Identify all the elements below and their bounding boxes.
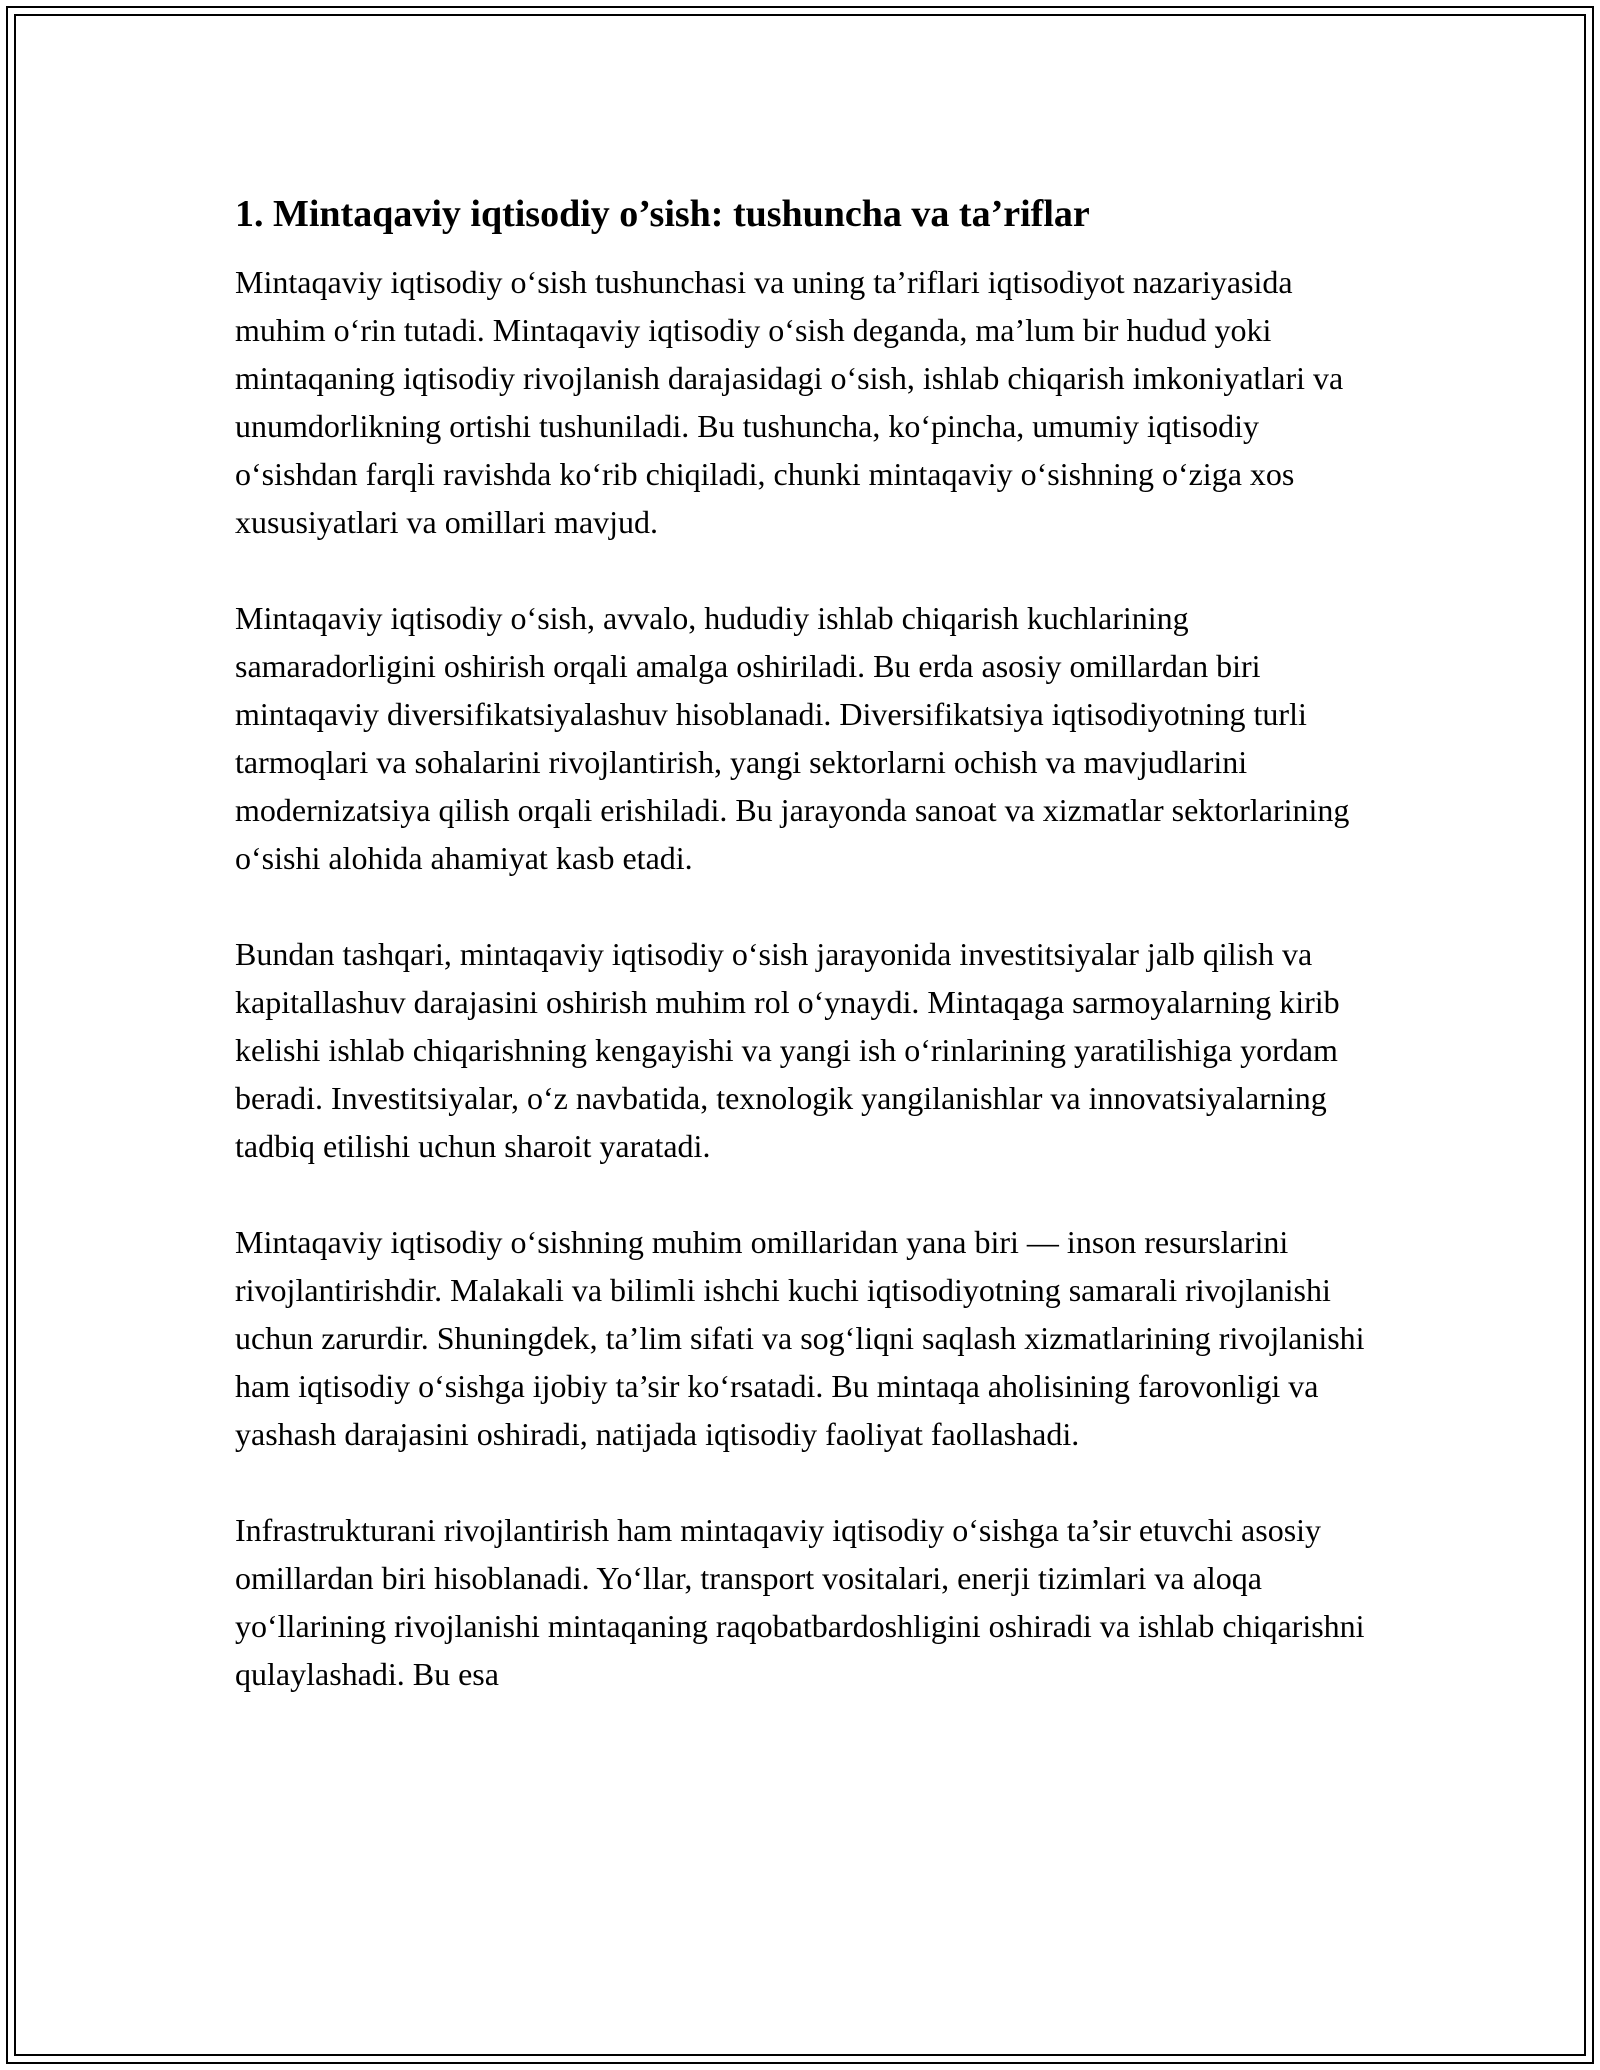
paragraph: Mintaqaviy iqtisodiy o‘sish, avvalo, hududiy ishlab chiqarish kuchlarining samaradorligini oshirish orqali amalga oshiriladi. Bu erda asosiy omillardan biri mintaqaviy diversifikatsiyalashuv hisoblanadi. Diversifikatsiya iqtisodiyotning turli tarmoqlari va sohalarini rivojlantirish, yangi sektorlarni ochish va mavjudlarini modernizatsiya qilish orqali erishiladi. Bu jarayonda sanoat va xizmatlar sektorlarining o‘sishi alohida ahamiyat kasb etadi. bbox=[235, 600, 1350, 876]
paragraph: Mintaqaviy iqtisodiy o‘sish tushunchasi va uning ta’riflari iqtisodiyot nazariyasida muhim o‘rin tutadi. Mintaqaviy iqtisodiy o‘sish deganda, ma’lum bir hudud yoki mintaqaning iqtisodiy rivojlanish darajasidagi o‘sish, ishlab chiqarish imkoniyatlari va unumdorlikning ortishi tushuniladi. Bu tushuncha, ko‘pincha, umumiy iqtisodiy o‘sishdan farqli ravishda ko‘rib chiqiladi, chunki mintaqaviy o‘sishning o‘ziga xos xususiyatlari va omillari mavjud. bbox=[235, 264, 1344, 540]
document-body bbox=[235, 188, 1375, 1698]
section-heading: 1. Mintaqaviy iqtisodiy o’sish: tushuncha va ta’riflar bbox=[235, 193, 1090, 235]
paragraph: Infrastrukturani rivojlantirish ham mintaqaviy iqtisodiy o‘sishga ta’sir etuvchi asosiy omillardan biri hisoblanadi. Yo‘llar, transport vositalari, enerji tizimlari va aloqa yo‘llarining rivojlanishi mintaqaning raqobatbardoshligini oshiradi va ishlab chiqarishni qulaylashadi. Bu esa bbox=[235, 1512, 1365, 1692]
paragraph: Bundan tashqari, mintaqaviy iqtisodiy o‘sish jarayonida investitsiyalar jalb qilish va kapitallashuv darajasini oshirish muhim rol o‘ynaydi. Mintaqaga sarmoyalarning kirib kelishi ishlab chiqarishning kengayishi va yangi ish o‘rinlarining yaratilishiga yordam beradi. Investitsiyalar, o‘z navbatida, texnologik yangilanishlar va innovatsiyalarning tadbiq etilishi uchun sharoit yaratadi. bbox=[235, 936, 1340, 1164]
paragraph: Mintaqaviy iqtisodiy o‘sishning muhim omillaridan yana biri — inson resurslarini rivojlantirishdir. Malakali va bilimli ishchi kuchi iqtisodiyotning samarali rivojlanishi uchun zarurdir. Shuningdek, ta’lim sifati va sog‘liqni saqlash xizmatlarining rivojlanishi ham iqtisodiy o‘sishga ijobiy ta’sir ko‘rsatadi. Bu mintaqa aholisining farovonligi va yashash darajasini oshiradi, natijada iqtisodiy faoliyat faollashadi. bbox=[235, 1224, 1365, 1452]
